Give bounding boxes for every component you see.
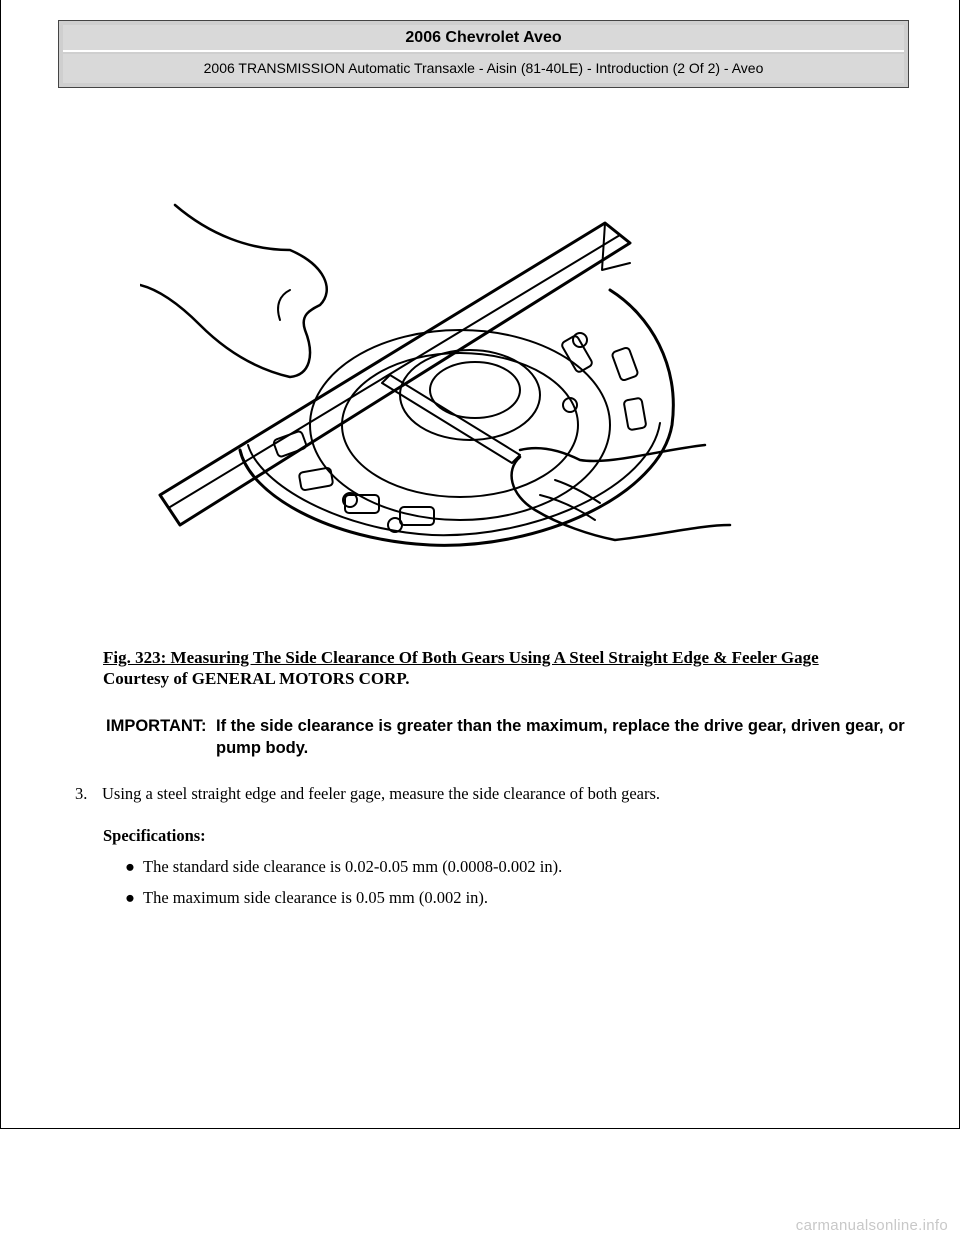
- document-title: 2006 Chevrolet Aveo: [63, 25, 904, 52]
- figure-credit: Courtesy of GENERAL MOTORS CORP.: [103, 669, 410, 688]
- spec-item-text: The standard side clearance is 0.02-0.05 mm (0.0008-0.002 in).: [143, 857, 563, 876]
- bullet-dot-icon: ●: [125, 888, 135, 907]
- bullet-dot-icon: ●: [125, 857, 135, 876]
- step-text: Using a steel straight edge and feeler gage, measure the side clearance of both gears.: [102, 784, 661, 803]
- spec-item-text: The maximum side clearance is 0.05 mm (0.002 in).: [143, 888, 489, 907]
- specifications-list: [125, 857, 562, 919]
- figure-caption-block: [103, 647, 923, 689]
- document-subtitle: 2006 TRANSMISSION Automatic Transaxle - Aisin (81-40LE) - Introduction (2 Of 2) - Aveo: [63, 54, 904, 83]
- figure-illustration: [140, 195, 740, 560]
- figure-caption: Fig. 323: Measuring The Side Clearance Of Both Gears Using A Steel Straight Edge & Feeler Gage: [103, 648, 819, 667]
- list-item: [125, 857, 562, 888]
- step-number: 3.: [75, 784, 88, 803]
- important-label: IMPORTANT:: [106, 717, 207, 735]
- important-text: If the side clearance is greater than the maximum, replace the drive gear, driven gear, or pump body.: [216, 717, 905, 757]
- document-header: [58, 20, 909, 88]
- watermark: carmanualsonline.info: [795, 1217, 948, 1234]
- list-item: [125, 888, 562, 919]
- specifications-label: Specifications:: [103, 826, 206, 845]
